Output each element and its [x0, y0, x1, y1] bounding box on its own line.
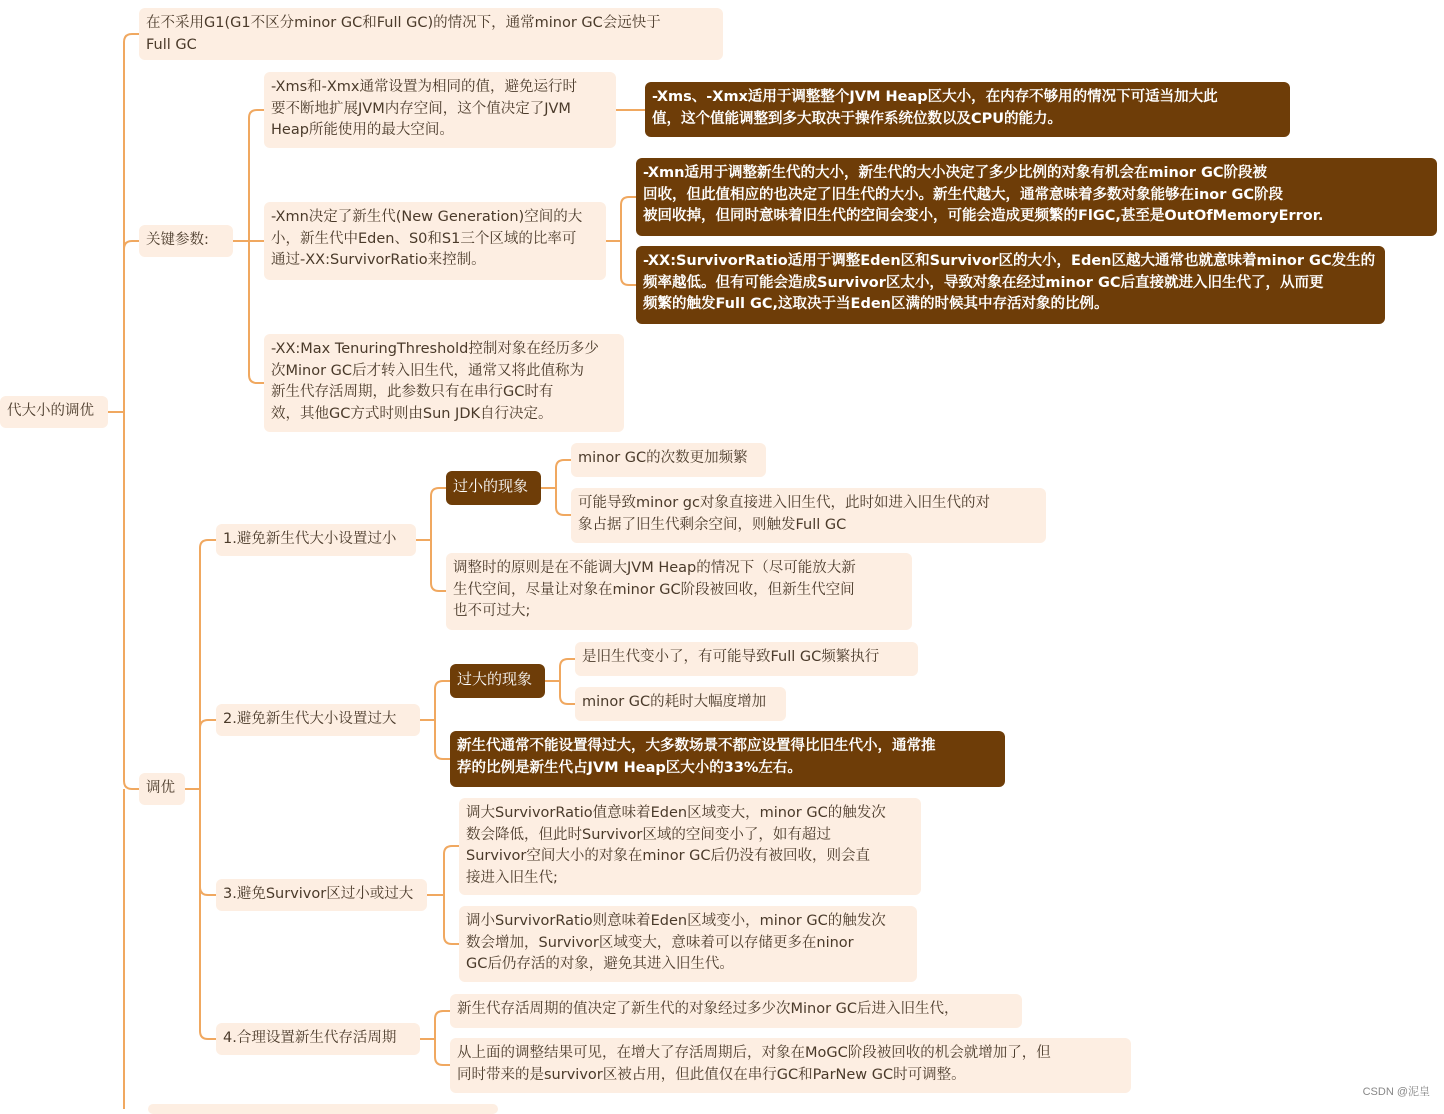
edge-key-params-2 [233, 241, 264, 383]
edge-tuning-1 [185, 720, 216, 789]
t2-p2-node[interactable]: minor GC的耗时大幅度增加 [575, 687, 786, 721]
note-g1-minor-vs-full[interactable] [139, 8, 723, 60]
edge-root-1 [108, 241, 139, 412]
survivor-ratio-detail-node[interactable]: -XX:SurvivorRatio适用于调整Eden区和Survivor区的大小，Eden区越大通常也就意味着minor GC发生的 频率越低。但有可能会造成Survivor区太小，导致对象在经过minor GC后直接就进入旧生代了，从而更 频繁的触发Full GC,这取决于当Eden区满的时候其中存活对象的比例。 [636, 246, 1385, 324]
t2-p1-node[interactable]: 是旧生代变小了，有可能导致Full GC频繁执行 [575, 642, 918, 676]
t1-p2-node[interactable]: 可能导致minor gc对象直接进入旧生代，此时如进入旧生代的对 象占据了旧生代剩余空间，则触发Full GC [571, 488, 1046, 543]
edge-xmn-0 [606, 197, 636, 241]
t2-advice-node[interactable]: 新生代通常不能设置得过大，大多数场景不都应设置得比旧生代小，通常推 荐的比例是新生代占JVM Heap区大小的33%左右。 [450, 731, 1005, 787]
xms-xmx-detail-node[interactable]: -Xms、-Xmx适用于调整整个JVM Heap区大小，在内存不够用的情况下可适当加大此 值，这个值能调整到多大取决于操作系统位数以及CPU的能力。 [645, 82, 1290, 137]
edge-t2-0 [420, 681, 450, 720]
key-params-node[interactable]: 关键参数: [139, 225, 233, 257]
t3-down-node[interactable]: 调小SurvivorRatio则意味着Eden区域变小，minor GC的触发次 数会增加，Survivor区域变大，意味着可以存储更多在ninor GC后仍存活的对象，避免其进入旧生代。 [459, 906, 917, 982]
edge-t3-0 [427, 846, 459, 895]
t2-phenomenon-node[interactable]: 过大的现象 [450, 664, 545, 698]
root-node[interactable]: 代大小的调优 [0, 396, 108, 428]
edge-xmn-1 [606, 241, 636, 285]
edge-t4-1 [420, 1039, 450, 1065]
edge-t2-1 [420, 720, 450, 759]
edge-root-2 [108, 412, 139, 789]
tenuring-threshold-node[interactable]: -XX:Max TenuringThreshold控制对象在经历多少 次Minor GC后才转入旧生代，通常又将此值称为 新生代存活周期，此参数只有在串行GC时有 效，其他GC方式时则由Sun JDK自行决定。 [264, 334, 624, 432]
t3-up-node[interactable]: 调大SurvivorRatio值意味着Eden区域变大，minor GC的触发次 数会降低，但此时Survivor区域的空间变小了，如有超过 Survivor空间大小的对象在minor GC后仍没有被回收，则会直 接进入旧生代; [459, 798, 921, 895]
edge-t1-0 [416, 488, 446, 540]
edge-t4-0 [420, 1011, 450, 1039]
t1-principle-node[interactable]: 调整时的原则是在不能调大JVM Heap的情况下（尽可能放大新 生代空间，尽量让对象在minor GC阶段被回收，但新生代空间 也不可过大; [446, 553, 912, 630]
t2-too-large-node[interactable]: 2.避免新生代大小设置过大 [216, 704, 420, 736]
t4-tenuring-node[interactable]: 4.合理设置新生代存活周期 [216, 1023, 420, 1055]
edge-t1-1 [416, 540, 446, 591]
note-line: 在不采用G1(G1不区分minor GC和Full GC)的情况下，通常minor GC会远快于 [146, 15, 661, 31]
edge-t1-phen-1 [541, 488, 571, 515]
edge-t2-phen-0 [545, 659, 575, 681]
t1-phenomenon-node[interactable]: 过小的现象 [446, 471, 541, 505]
edge-t2-phen-1 [545, 681, 575, 704]
edge-tuning-3 [185, 789, 216, 1039]
edge-t3-1 [427, 895, 459, 944]
watermark: CSDN @泥皇 [1362, 1086, 1430, 1098]
t4-n1-node[interactable]: 新生代存活周期的值决定了新生代的对象经过多少次Minor GC后进入旧生代， [450, 994, 1022, 1028]
xms-xmx-node[interactable]: -Xms和-Xmx通常设置为相同的值，避免运行时 要不断地扩展JVM内存空间，这个值决定了JVM Heap所能使用的最大空间。 [264, 72, 616, 148]
t4-n2-node[interactable]: 从上面的调整结果可见，在增大了存活周期后，对象在MoGC阶段被回收的机会就增加了，但 同时带来的是survivor区被占用，但此值仅在串行GC和ParNew GC时可调整。 [450, 1038, 1131, 1093]
tuning-node[interactable]: 调优 [139, 773, 185, 805]
t1-p1-node[interactable]: minor GC的次数更加频繁 [571, 443, 766, 477]
edge-t1-phen-0 [541, 460, 571, 488]
xmn-detail-node[interactable]: -Xmn适用于调整新生代的大小，新生代的大小决定了多少比例的对象有机会在minor GC阶段被 回收，但此值相应的也决定了旧生代的大小。新生代越大，通常意味着多数对象能够在inor GC阶段 被回收掉，但同时意味着旧生代的空间会变小，可能会造成更频繁的FlGC,甚至是OutOfMemoryError. [636, 158, 1437, 236]
offscreen-node-partial [148, 1104, 498, 1114]
t1-too-small-node[interactable]: 1.避免新生代大小设置过小 [216, 524, 416, 556]
note-line: Full GC [146, 36, 197, 53]
xmn-node[interactable]: -Xmn决定了新生代(New Generation)空间的大 小，新生代中Eden、S0和S1三个区域的比率可 通过-XX:SurvivorRatio来控制。 [264, 202, 606, 280]
t3-survivor-node[interactable]: 3.避免Survivor区过小或过大 [216, 879, 427, 911]
edge-key-params-0 [233, 110, 264, 241]
